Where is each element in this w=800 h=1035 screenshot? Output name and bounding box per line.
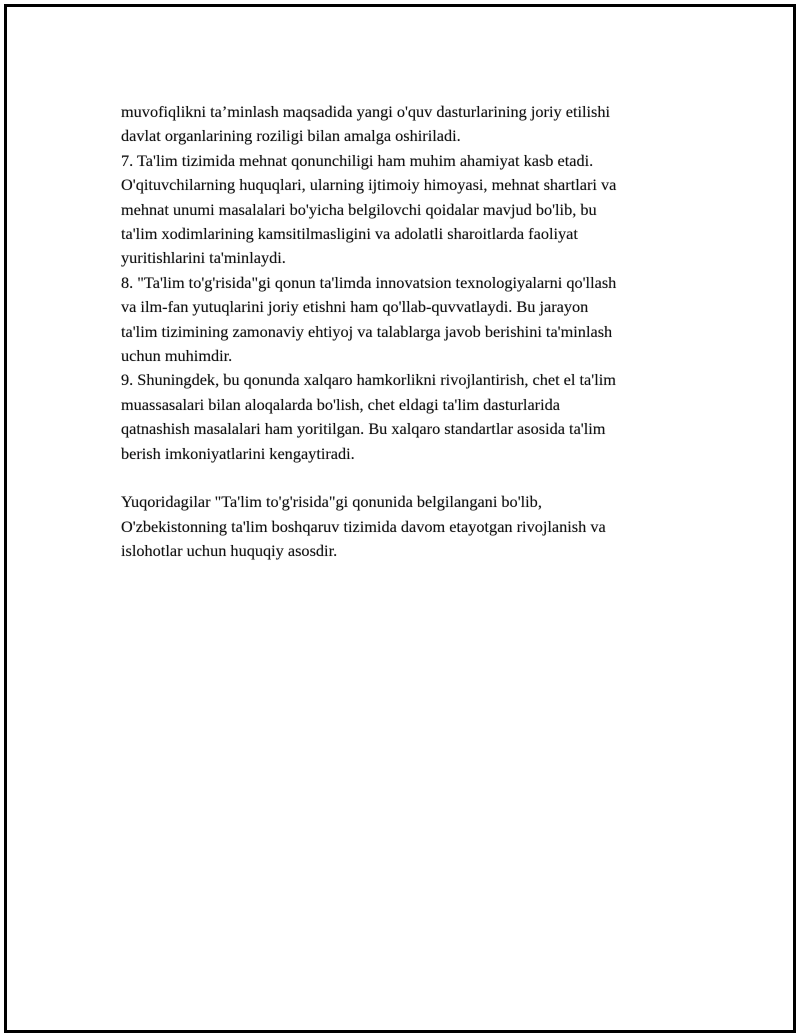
paragraph-spacer [121,466,691,490]
text-line: mehnat unumi masalalari bo'yicha belgilovchi qoidalar mavjud bo'lib, bu [121,199,597,219]
text-line: O'zbekistonning ta'lim boshqaruv tizimida davom etayotgan rivojlanish va [121,516,606,536]
text-line: berish imkoniyatlarini kengaytiradi. [121,443,355,463]
text-line: islohotlar uchun huquqiy asosdir. [121,541,338,561]
text-line: Yuqoridagilar "Ta'lim to'g'risida"gi qonunida belgilangani bo'lib, [121,492,542,512]
text-line: 9. Shuningdek, bu qonunda xalqaro hamkorlikni rivojlantirish, chet el ta'lim [121,370,616,390]
text-line: ta'lim xodimlarining kamsitilmasligini va adolatli sharoitlarda faoliyat [121,224,578,244]
page-border [4,4,796,1033]
text-line: 8. "Ta'lim to'g'risida"gi qonun ta'limda innovatsion texnologiyalarni qo'llash [121,272,617,292]
text-line: davlat organlarining roziligi bilan amalga oshiriladi. [121,126,461,146]
text-line: qatnashish masalalari ham yoritilgan. Bu xalqaro standartlar asosida ta'lim [121,419,606,439]
text-line: muvofiqlikni ta’minlash maqsadida yangi o'quv dasturlarining joriy etilishi [121,102,611,121]
text-line: uchun muhimdir. [121,346,233,366]
text-line: yuritishlarini ta'minlaydi. [121,248,286,268]
text-line: 7. Ta'lim tizimida mehnat qonunchiligi ham muhim ahamiyat kasb etadi. [121,150,594,170]
text-line: va ilm-fan yutuqlarini joriy etishni ham qo'llab-quvvatlaydi. Bu jarayon [121,297,589,317]
document-body [121,100,691,564]
text-line: ta'lim tizimining zamonaviy ehtiyoj va talablarga javob berishini ta'minlash [121,321,613,341]
text-line: O'qituvchilarning huquqlari, ularning ijtimoiy himoyasi, mehnat shartlari va [121,175,617,195]
text-line: muassasalari bilan aloqalarda bo'lish, chet eldagi ta'lim dasturlarida [121,394,560,414]
